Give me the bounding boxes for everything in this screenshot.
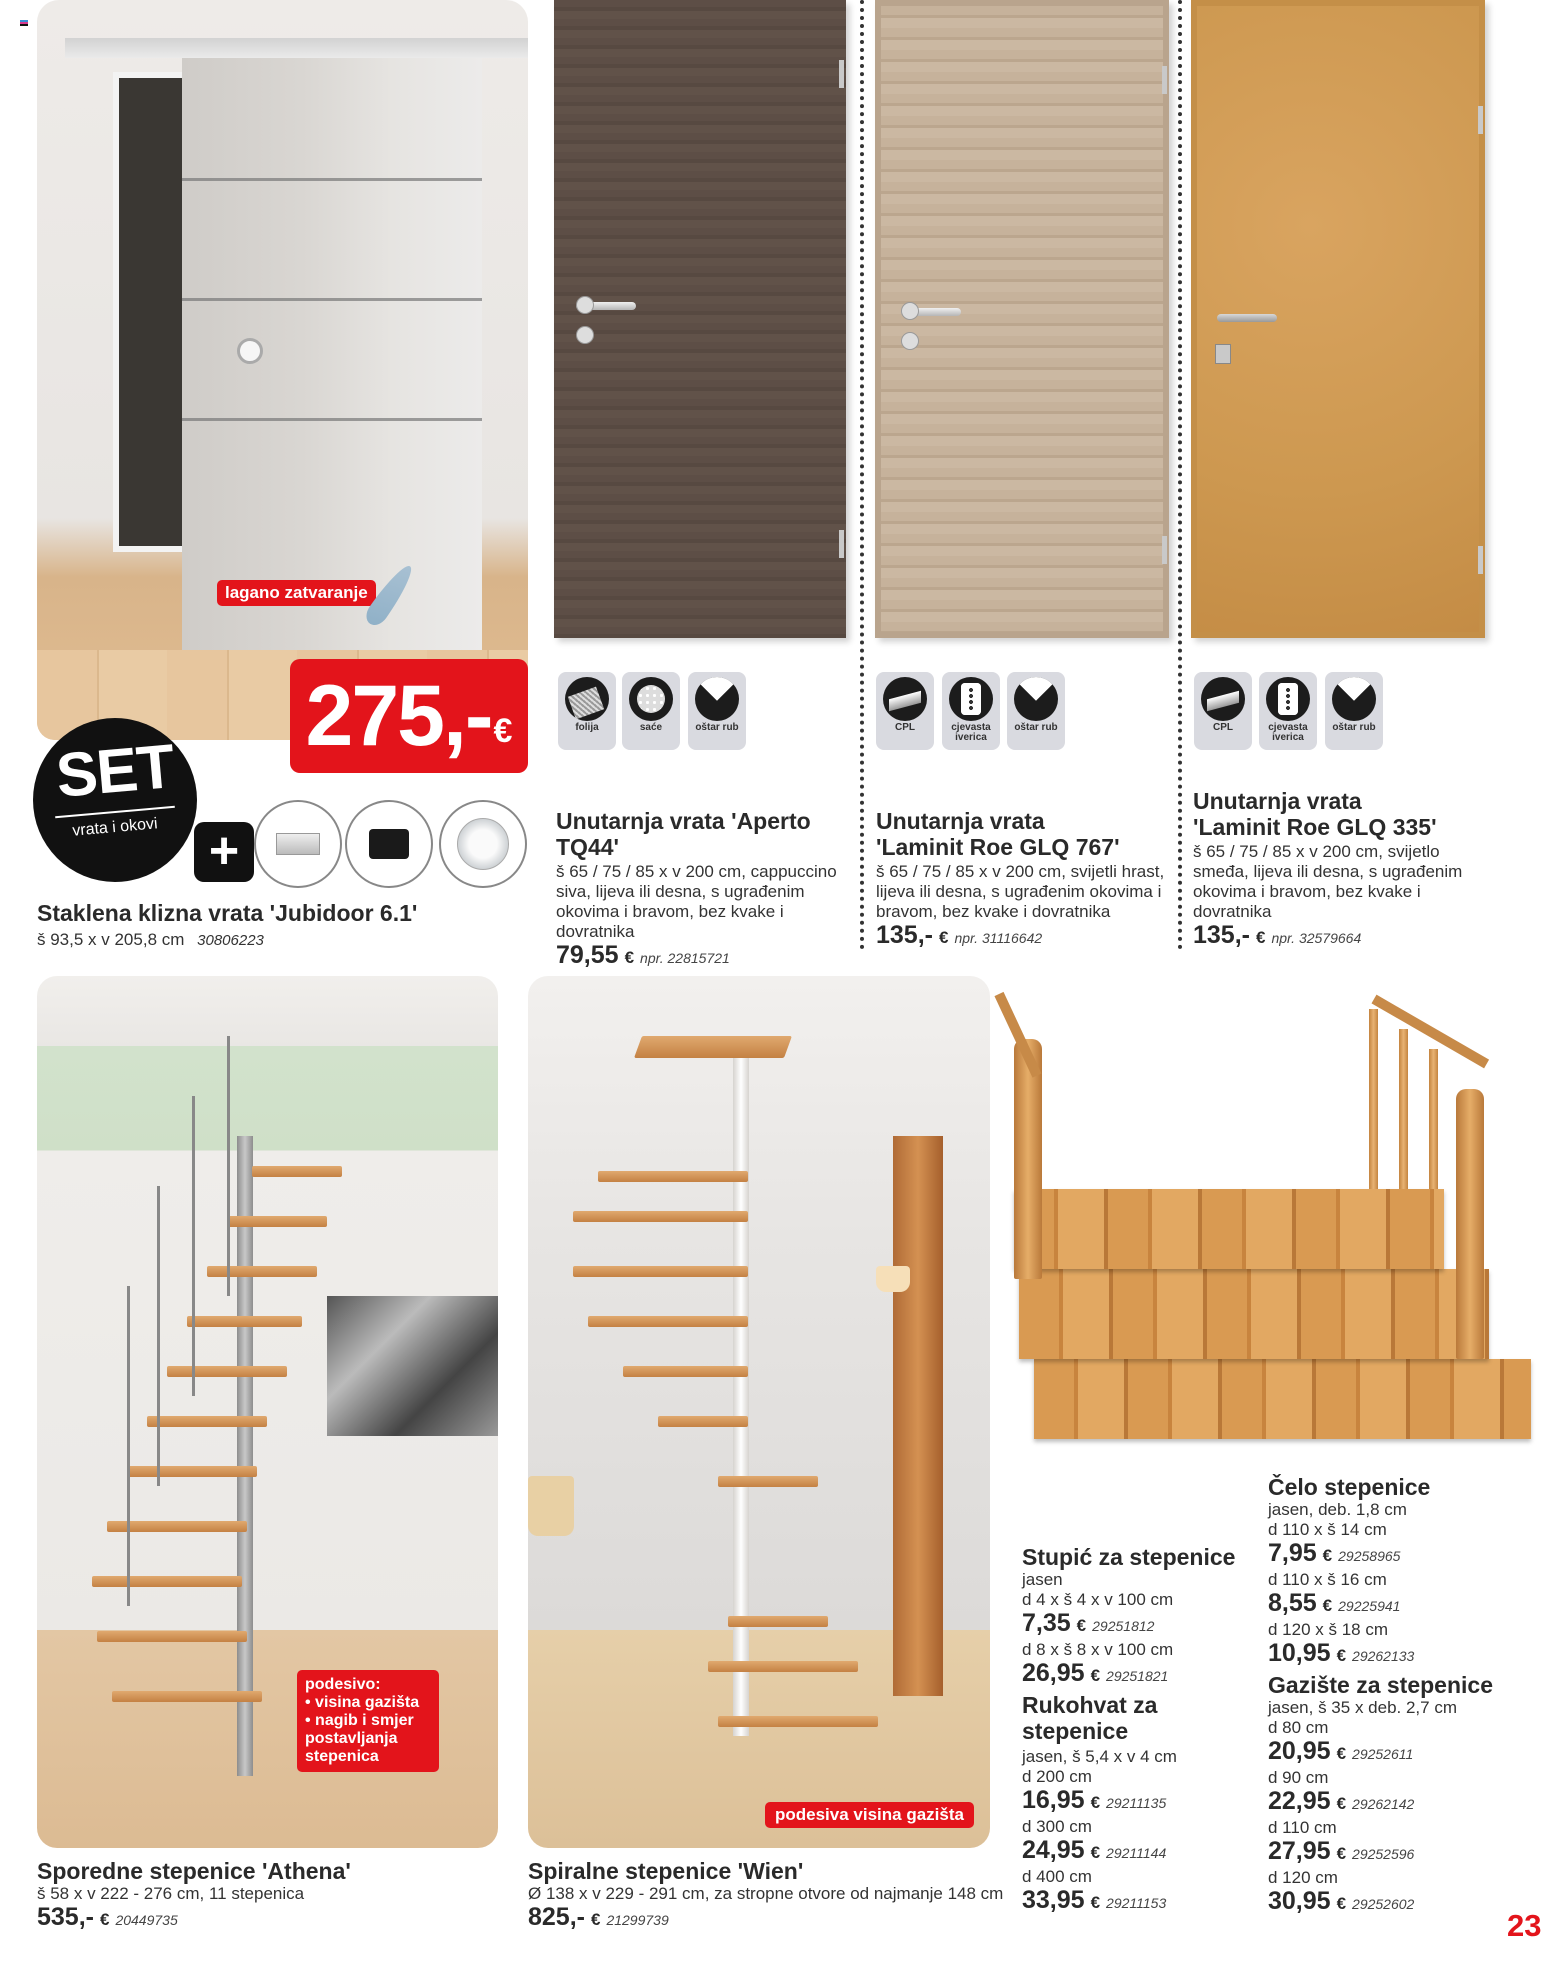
feature-badge-cpl: CPL xyxy=(876,672,934,750)
price-row: 24,95 € 29211144 xyxy=(1022,1836,1167,1864)
product-code: npr. 32579664 xyxy=(1271,930,1362,946)
wall-artwork xyxy=(327,1296,498,1436)
variant-size: d 110 cm xyxy=(1268,1818,1337,1837)
hinge xyxy=(1478,546,1483,574)
glass-door-product-image[interactable] xyxy=(37,0,528,740)
feature-badge-sharp-edge: oštar rub xyxy=(1325,672,1383,750)
sharp-edge-icon xyxy=(1332,677,1376,721)
handle-rose xyxy=(901,302,919,320)
cpl-icon xyxy=(883,677,927,721)
floor-lamp-icon xyxy=(528,1476,574,1536)
product-description: š 58 x v 222 - 276 cm, 11 stepenica xyxy=(37,1884,305,1903)
product-wien xyxy=(528,1858,1008,1934)
door-handle-icon xyxy=(1217,314,1277,322)
curtain xyxy=(893,1136,943,1696)
variant-size: d 80 cm xyxy=(1268,1718,1329,1737)
product-title: Spiralne stepenice 'Wien' xyxy=(528,1858,804,1884)
product-title: Rukohvat za stepenice xyxy=(1022,1692,1158,1744)
product-title: Staklena klizna vrata 'Jubidoor 6.1' xyxy=(37,900,418,926)
column-separator xyxy=(1178,0,1182,950)
product-code: npr. 22815721 xyxy=(640,950,730,966)
variant-size: d 120 cm xyxy=(1268,1868,1338,1887)
set-badge-title: SET xyxy=(53,732,177,811)
price-row: 825,- € 21299739 xyxy=(528,1903,669,1931)
product-title: Stupić za stepenice xyxy=(1022,1544,1236,1570)
door-opening xyxy=(113,72,183,552)
stair-post xyxy=(1456,1089,1484,1359)
product-material: jasen, deb. 1,8 cm xyxy=(1268,1500,1407,1519)
finger-pull-icon xyxy=(439,800,527,888)
product-material: jasen xyxy=(1022,1570,1063,1589)
price-row: 30,95 € 29252602 xyxy=(1268,1887,1415,1915)
finger-pull-icon xyxy=(237,338,263,364)
product-title: Gazište za stepenice xyxy=(1268,1672,1493,1698)
hinge xyxy=(1478,106,1483,134)
hinge xyxy=(1162,536,1167,564)
product-code: 20449735 xyxy=(115,1912,178,1928)
feature-badge-sharp-edge: oštar rub xyxy=(1007,672,1065,750)
adjustable-height-callout: podesiva visina gazišta xyxy=(765,1802,974,1828)
product-celo-gaziste xyxy=(1268,1474,1508,1918)
price-tag xyxy=(290,659,528,773)
set-badge-subtitle: vrata i okovi xyxy=(71,815,159,840)
price-row: 33,95 € 29211153 xyxy=(1022,1886,1167,1914)
product-stupic-rukohvat xyxy=(1022,1544,1262,1917)
price-row: 20,95 € 29252611 xyxy=(1268,1737,1414,1765)
honeycomb-icon xyxy=(629,677,673,721)
product-title: Unutarnja vrata 'Aperto TQ44' xyxy=(556,808,811,860)
product-dimensions: š 93,5 x v 205,8 cm xyxy=(37,930,185,949)
variant-size: d 8 x š 8 x v 100 cm xyxy=(1022,1640,1174,1659)
variant-size: d 300 cm xyxy=(1022,1817,1092,1836)
price-value: 135,- xyxy=(1193,921,1250,949)
price-value: 275,- xyxy=(305,667,492,764)
price-row: 10,95 € 29262133 xyxy=(1268,1639,1415,1667)
product-laminit-767 xyxy=(876,808,1172,952)
variant-size: d 400 cm xyxy=(1022,1867,1092,1886)
price-row: 22,95 € 29262142 xyxy=(1268,1787,1415,1815)
print-color-marker xyxy=(20,20,28,28)
adjustable-callout: podesivo: • visina gazišta • nagib i smjer postavljanja stepenica xyxy=(297,1670,439,1772)
sharp-edge-icon xyxy=(695,677,739,721)
price-value: 535,- xyxy=(37,1903,94,1931)
product-title: Čelo stepenice xyxy=(1268,1474,1431,1500)
variant-size: d 200 cm xyxy=(1022,1767,1092,1786)
cpl-icon xyxy=(1201,677,1245,721)
product-description: Ø 138 x v 229 - 291 cm, za stropne otvore od najmanje 148 cm xyxy=(528,1884,1004,1903)
soft-close-callout: lagano zatvaranje xyxy=(217,580,376,606)
wall-lamp-icon xyxy=(876,1266,910,1292)
door-laminit-767-image[interactable] xyxy=(875,0,1169,638)
product-title: Unutarnja vrata 'Laminit Roe GLQ 767' xyxy=(876,808,1120,860)
spiral-pole xyxy=(733,1036,749,1736)
door-laminit-335-image[interactable] xyxy=(1191,0,1485,638)
price-row: 8,55 € 29225941 xyxy=(1268,1589,1401,1617)
foil-icon xyxy=(565,677,609,721)
feature-badge-foil: folija xyxy=(558,672,616,750)
rail-fitting-icon xyxy=(254,800,342,888)
price-row: 135,- € npr. 32579664 xyxy=(1193,921,1362,949)
product-description xyxy=(37,930,264,951)
product-athena xyxy=(37,1858,517,1934)
price-row: 135,- € npr. 31116642 xyxy=(876,921,1043,949)
price-value: 135,- xyxy=(876,921,933,949)
handle-rose xyxy=(576,296,594,314)
feature-badge-honeycomb: saće xyxy=(622,672,680,750)
price-row: 26,95 € 29251821 xyxy=(1022,1659,1169,1687)
price-currency: € xyxy=(493,711,513,750)
hinge xyxy=(839,530,844,558)
variant-size: d 110 x š 14 cm xyxy=(1268,1520,1387,1539)
keyhole-icon xyxy=(576,326,594,344)
page-number: 23 xyxy=(1507,1908,1542,1943)
feature-badge-tubular: cjevasta iverica xyxy=(942,672,1000,750)
frosted-stripe xyxy=(182,298,482,301)
product-code: npr. 31116642 xyxy=(954,930,1043,946)
tubular-chipboard-icon xyxy=(949,677,993,721)
price-row: 79,55 € npr. 22815721 xyxy=(556,941,730,969)
plus-icon: + xyxy=(194,822,254,882)
keyhole-icon xyxy=(1215,344,1231,364)
variant-size: d 90 cm xyxy=(1268,1768,1329,1787)
product-title: Sporedne stepenice 'Athena' xyxy=(37,1858,351,1884)
wooden-stairs-image[interactable] xyxy=(994,969,1531,1469)
sharp-edge-icon xyxy=(1014,677,1058,721)
price-row: 7,95 € 29258965 xyxy=(1268,1539,1401,1567)
door-aperto-image[interactable] xyxy=(554,0,846,638)
stair-pole xyxy=(237,1136,253,1776)
price-value: 79,55 xyxy=(556,941,619,969)
product-title: Unutarnja vrata 'Laminit Roe GLQ 335' xyxy=(1193,788,1437,840)
column-separator xyxy=(860,0,864,950)
product-laminit-335 xyxy=(1193,788,1493,952)
set-badge xyxy=(33,718,197,882)
product-material: jasen, š 5,4 x v 4 cm xyxy=(1022,1747,1177,1766)
product-aperto xyxy=(556,808,852,972)
feature-badge-cpl: CPL xyxy=(1194,672,1252,750)
hinge xyxy=(839,60,844,88)
product-code: 30806223 xyxy=(197,932,264,949)
door-guide-icon xyxy=(345,800,433,888)
variant-size: d 4 x š 4 x v 100 cm xyxy=(1022,1590,1174,1609)
product-description: š 65 / 75 / 85 x v 200 cm, svijetlo smeđa, lijeva ili desna, s ugrađenim okovima i bravom, bez kvake i dovratnika xyxy=(1193,842,1463,921)
product-code: 21299739 xyxy=(606,1912,669,1928)
price-row: 16,95 € 29211135 xyxy=(1022,1786,1167,1814)
price-value: 825,- xyxy=(528,1903,585,1931)
sliding-rail xyxy=(65,38,528,58)
wien-spiral-stairs-image[interactable] xyxy=(528,976,990,1848)
tubular-chipboard-icon xyxy=(1266,677,1310,721)
price-row: 535,- € 20449735 xyxy=(37,1903,178,1931)
feature-badge-tubular: cjevasta iverica xyxy=(1259,672,1317,750)
product-material: jasen, š 35 x deb. 2,7 cm xyxy=(1268,1698,1457,1717)
glass-door-leaf xyxy=(182,58,482,658)
hinge xyxy=(1162,66,1167,94)
frosted-stripe xyxy=(182,418,482,421)
price-row: 27,95 € 29252596 xyxy=(1268,1837,1415,1865)
variant-size: d 120 x š 18 cm xyxy=(1268,1620,1389,1639)
feature-badge-sharp-edge: oštar rub xyxy=(688,672,746,750)
keyhole-icon xyxy=(901,332,919,350)
variant-size: d 110 x š 16 cm xyxy=(1268,1570,1387,1589)
product-description: š 65 / 75 / 85 x v 200 cm, cappuccino siva, lijeva ili desna, s ugrađenim okovima i bravom, bez kvake i dovratnika xyxy=(556,862,837,941)
product-description: š 65 / 75 / 85 x v 200 cm, svijetli hrast, lijeva ili desna, s ugrađenim okovima i bravom, bez kvake i dovratnika xyxy=(876,862,1165,921)
price-row: 7,35 € 29251812 xyxy=(1022,1609,1155,1637)
frosted-stripe xyxy=(182,178,482,181)
